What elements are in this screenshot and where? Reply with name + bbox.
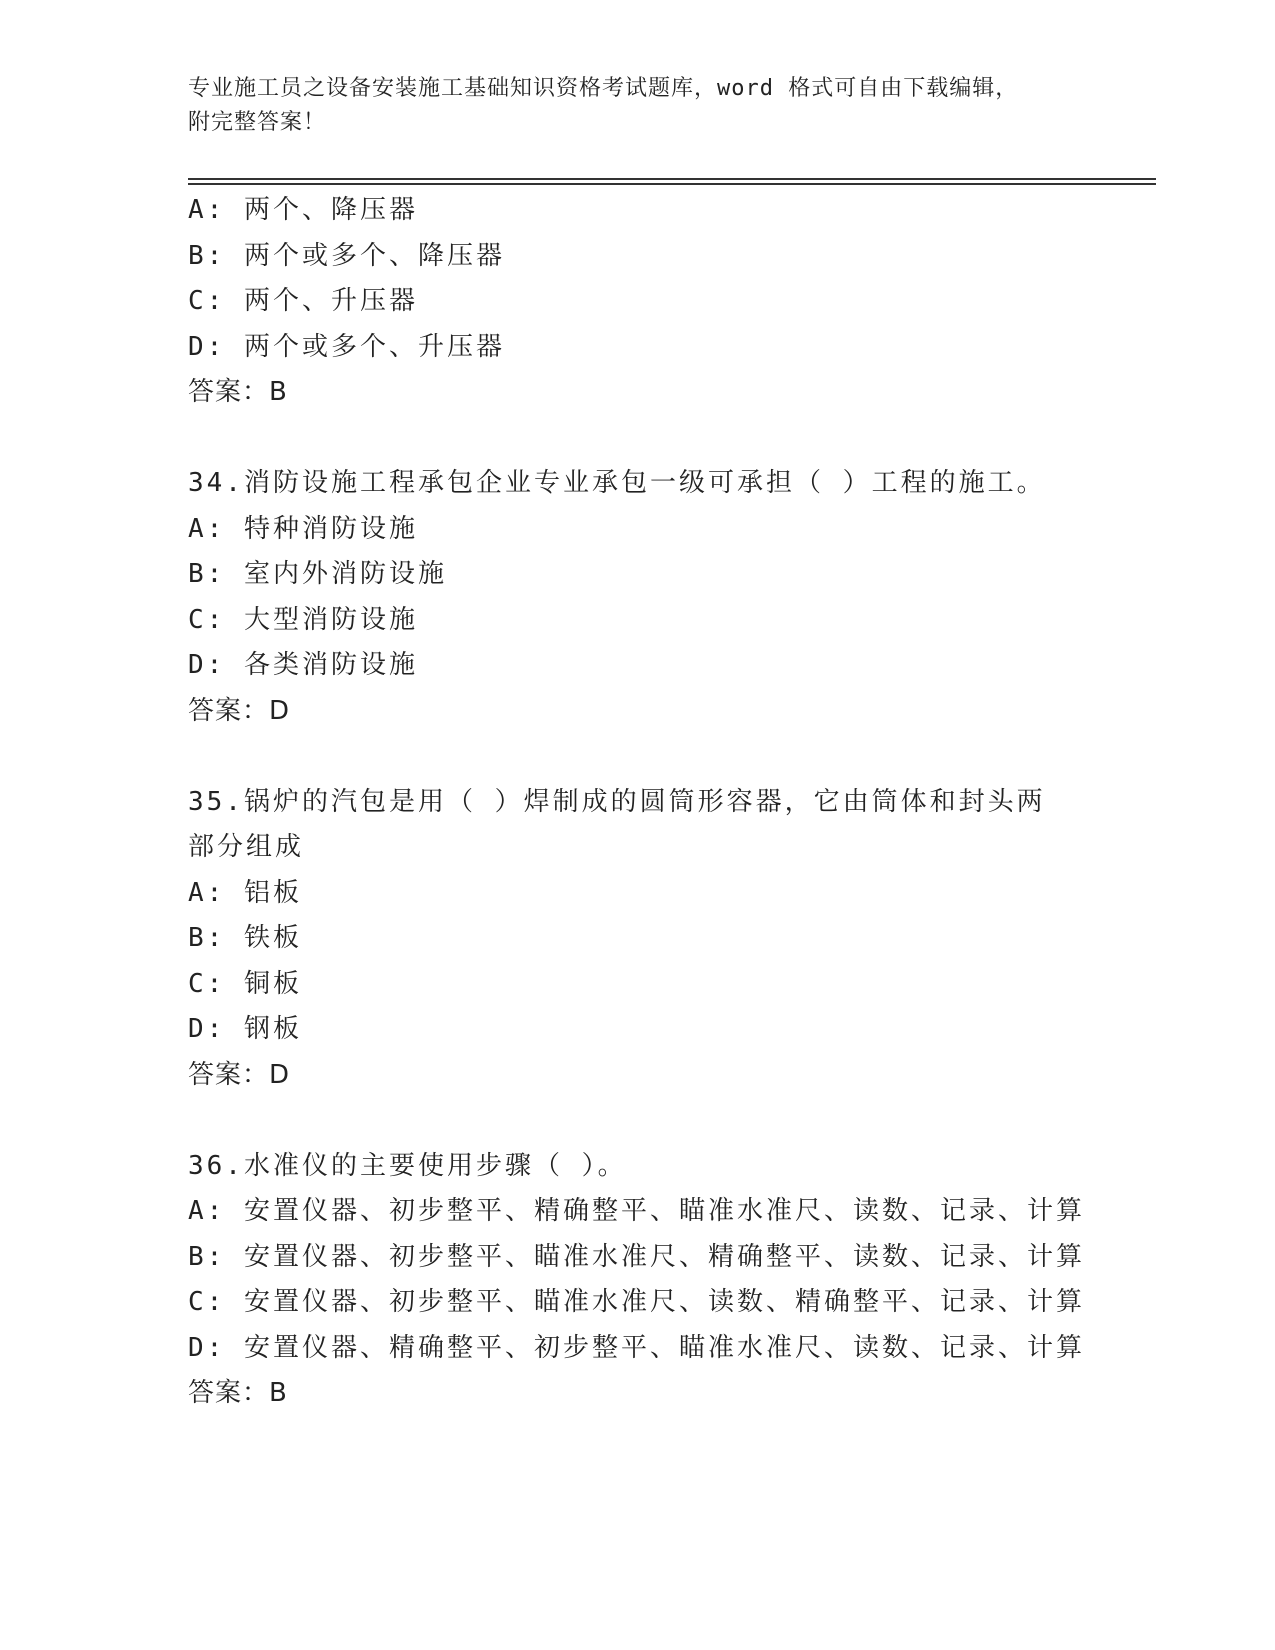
question-text: 36.水准仪的主要使用步骤（ ）。 [188, 1150, 627, 1181]
option-d: D: 两个或多个、升压器 [188, 331, 505, 362]
option-a: A: 铝板 [188, 877, 302, 908]
option-d: D: 钢板 [188, 1014, 302, 1044]
header-line-1: 专业施工员之设备安装施工基础知识资格考试题库，word 格式可自由下载编辑， [188, 76, 1019, 101]
spacer [188, 416, 1148, 462]
question-content [188, 188, 1148, 1417]
option-b: B: 两个或多个、降压器 [188, 240, 505, 271]
header-rule-top [188, 178, 1156, 180]
spacer [188, 734, 1148, 780]
option-d: D: 各类消防设施 [188, 650, 418, 680]
option-a: A: 特种消防设施 [188, 513, 418, 544]
answer-line: 答案：B [188, 1378, 288, 1408]
document-header [188, 72, 1088, 140]
answer-line: 答案：D [188, 695, 291, 726]
spacer [188, 1098, 1148, 1144]
option-c: C: 两个、升压器 [188, 286, 418, 316]
option-b: B: 安置仪器、初步整平、瞄准水准尺、精确整平、读数、记录、计算 [188, 1241, 1085, 1272]
question-text: 34.消防设施工程承包企业专业承包一级可承担（ ）工程的施工。 [188, 468, 1046, 498]
question-text: 35.锅炉的汽包是用（ ）焊制成的圆筒形容器，它由筒体和封头两部分组成 [188, 786, 1046, 862]
answer-line: 答案：B [188, 377, 288, 407]
question-block-36 [188, 1144, 1148, 1417]
answer-line: 答案：D [188, 1059, 291, 1090]
option-c: C: 铜板 [188, 968, 302, 999]
option-b: B: 铁板 [188, 923, 302, 953]
question-block-34 [188, 461, 1148, 734]
question-block-35 [188, 780, 1148, 1099]
header-line-2: 附完整答案！ [188, 110, 327, 135]
option-d: D: 安置仪器、精确整平、初步整平、瞄准水准尺、读数、记录、计算 [188, 1332, 1085, 1363]
option-a: A: 两个、降压器 [188, 195, 418, 225]
option-a: A: 安置仪器、初步整平、精确整平、瞄准水准尺、读数、记录、计算 [188, 1196, 1085, 1226]
option-c: C: 大型消防设施 [188, 604, 418, 635]
option-b: B: 室内外消防设施 [188, 559, 447, 589]
question-block-33 [188, 188, 1148, 416]
option-c: C: 安置仪器、初步整平、瞄准水准尺、读数、精确整平、记录、计算 [188, 1287, 1085, 1317]
header-rule-bottom [188, 183, 1156, 185]
